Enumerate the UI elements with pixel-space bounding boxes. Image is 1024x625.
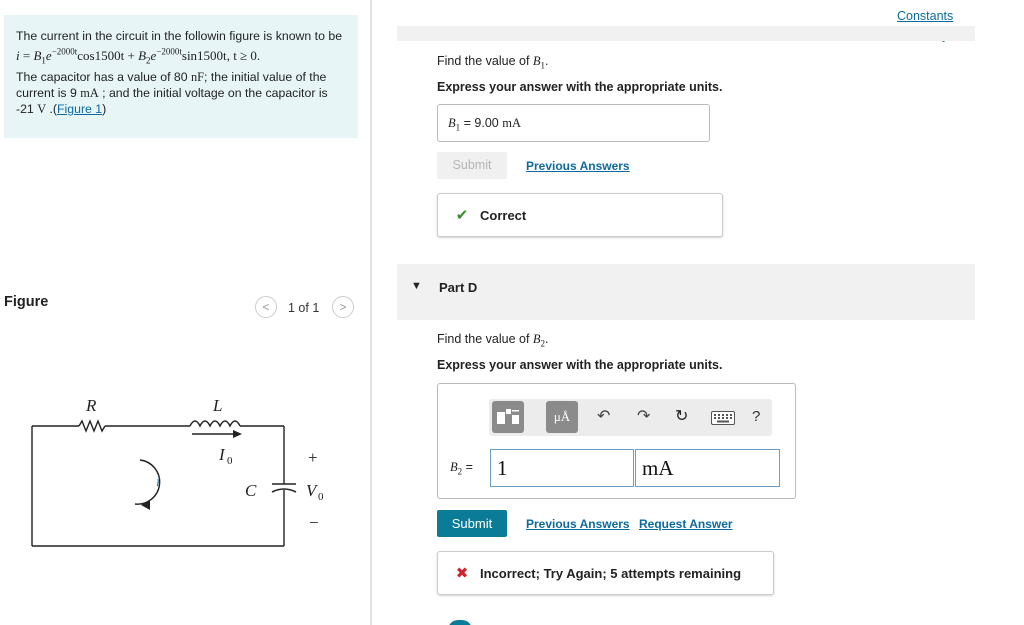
part-d-instructions: Express your answer with the appropriate units. <box>437 358 723 372</box>
circuit-diagram <box>22 388 342 558</box>
unit-input[interactable]: mA <box>635 449 780 487</box>
chevron-right-icon[interactable]: > <box>332 296 354 318</box>
redo-icon[interactable]: ↷ <box>637 408 651 425</box>
vo-label: V <box>306 481 317 500</box>
request-answer-link[interactable]: Request Answer <box>639 517 733 531</box>
chevron-left-icon[interactable]: < <box>255 296 277 318</box>
figure-title: Figure <box>4 294 49 310</box>
part-d-previous-answers-link[interactable]: Previous Answers <box>526 517 630 531</box>
scroll-indicator <box>448 620 472 625</box>
value-input[interactable]: 1 <box>490 449 634 487</box>
loop-arrowhead <box>141 500 150 510</box>
part-d-label[interactable]: Part D <box>439 280 478 295</box>
constants-link[interactable]: Constants <box>897 9 954 23</box>
inductor <box>190 421 240 426</box>
figure-link[interactable]: Figure 1 <box>57 101 103 116</box>
part-c-feedback <box>437 193 723 237</box>
capacitor-label: C <box>245 481 257 500</box>
part-c-answer-display: $B_1 = 9.00$ mA <box>437 104 710 142</box>
voltage-unit: V <box>37 101 47 116</box>
reset-icon[interactable]: ↻ <box>675 408 689 425</box>
part-c-feedback-text: Correct <box>480 208 527 223</box>
part-c-instructions: Express your answer with the appropriate units. <box>437 80 723 94</box>
part-c-previous-answers-link[interactable]: Previous Answers <box>526 159 630 173</box>
current-equation: $i = B_1e^{-2000t}\cos 1500t + B_2e^{-2000t}\sin 1500t$, t ≥ 0. <box>16 47 261 66</box>
figure-page-indicator: 1 of 1 <box>288 301 320 315</box>
problem-intro: The current in the circuit in the followin figure is known to be <box>16 29 343 43</box>
vo-sub: 0 <box>318 491 324 503</box>
cap-unit: nF <box>191 69 205 84</box>
part-d-feedback-text: Incorrect; Try Again; 5 attempts remaining <box>480 566 742 581</box>
x-icon: ✖ <box>455 565 469 582</box>
current-unit: mA <box>80 85 99 100</box>
part-c-question: Find the value of $B_1$. <box>437 54 549 71</box>
left-panel <box>0 0 372 625</box>
io-label: I <box>219 445 225 464</box>
part-c-header-strip <box>397 26 975 41</box>
math-toolbar <box>489 399 772 436</box>
problem-statement: The current in the circuit in the followin figure is known to be $i = B_1e^{-2000t}\cos 1500t + B_2e^{-2000t}\sin 1500t$, t ≥ 0. The capacitor has a value of 80 nF; the initial value of the current is 9 mA ; and the initial voltage on the capacitor is -21 V .(Figure 1) <box>4 15 358 138</box>
part-c-answer-value: 9.00 <box>474 116 499 130</box>
resistor-label: R <box>86 396 97 415</box>
part-c-submit-button[interactable]: Submit <box>437 152 507 179</box>
part-d-feedback <box>437 551 774 595</box>
io-arrowhead <box>233 430 242 438</box>
template-icon[interactable] <box>492 401 524 433</box>
loop-current-label: i <box>156 475 160 490</box>
units-icon[interactable]: μÅ <box>546 401 578 433</box>
part-d-submit-button[interactable]: Submit <box>437 510 507 537</box>
part-c-answer-unit: mA <box>502 116 521 130</box>
triangle-down-icon[interactable]: ▼ <box>411 280 422 292</box>
help-icon[interactable]: ? <box>752 408 761 425</box>
keyboard-icon[interactable] <box>711 411 735 431</box>
inductor-label: L <box>213 396 223 415</box>
undo-icon[interactable]: ↶ <box>597 408 611 425</box>
part-d-answer-panel <box>437 383 796 499</box>
part-d-variable-label: $B_2$ = <box>450 460 473 477</box>
io-sub: 0 <box>227 455 233 467</box>
part-d-question: Find the value of $B_2$. <box>437 332 549 349</box>
plus-sign: + <box>308 448 318 467</box>
minus-sign: − <box>309 513 319 532</box>
part-d-header[interactable] <box>397 264 975 320</box>
check-icon: ✔ <box>455 207 469 224</box>
resistor <box>79 421 105 431</box>
